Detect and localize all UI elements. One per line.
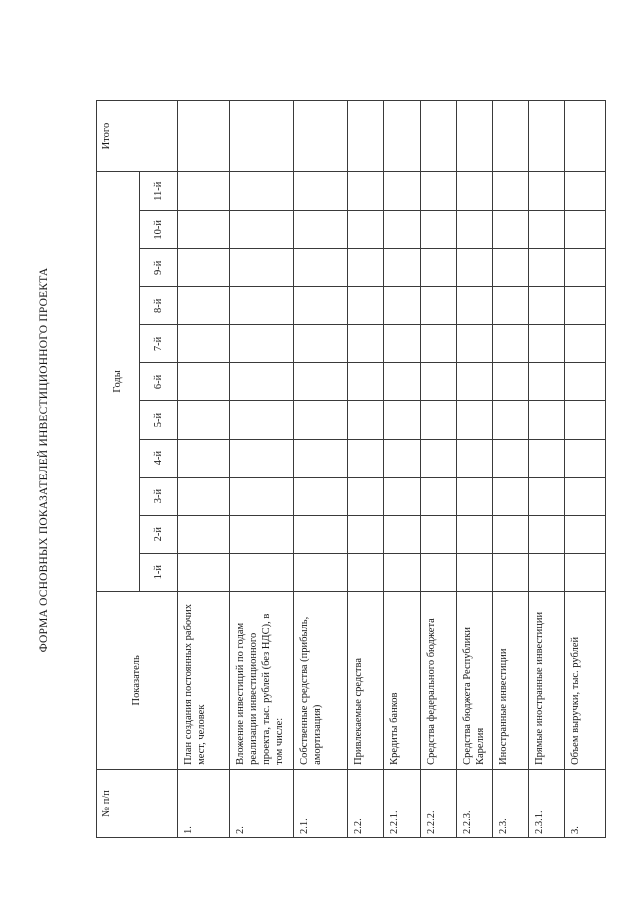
row-number: 2.3.1. [528, 769, 564, 837]
row-indicator: Вложение инвестиций по годам реализации инвестиционного проекта, тыс. рублей (без НДС), в том числе: [230, 591, 294, 769]
total-value-cell [492, 101, 528, 172]
year-value-cell [230, 477, 294, 515]
header-year: 9-й [140, 249, 178, 287]
year-value-cell [528, 211, 564, 249]
year-value-cell [564, 439, 605, 477]
year-value-cell [420, 325, 456, 363]
year-value-cell [384, 287, 420, 325]
year-value-cell [348, 477, 384, 515]
indicators-table [96, 100, 606, 838]
table-row [564, 101, 605, 838]
row-indicator: Средства бюджета Республики Карелия [456, 591, 492, 769]
year-value-cell [456, 287, 492, 325]
year-value-cell [294, 172, 348, 211]
table-row [528, 101, 564, 838]
header-year: 4-й [140, 439, 178, 477]
total-value-cell [294, 101, 348, 172]
table-row [230, 101, 294, 838]
year-value-cell [384, 401, 420, 439]
year-value-cell [348, 172, 384, 211]
year-value-cell [294, 477, 348, 515]
year-value-cell [348, 401, 384, 439]
year-value-cell [348, 325, 384, 363]
total-value-cell [230, 101, 294, 172]
year-value-cell [420, 211, 456, 249]
year-value-cell [348, 515, 384, 553]
table-row [456, 101, 492, 838]
year-value-cell [492, 401, 528, 439]
year-value-cell [230, 172, 294, 211]
header-year: 7-й [140, 325, 178, 363]
total-value-cell [528, 101, 564, 172]
year-value-cell [492, 477, 528, 515]
year-value-cell [528, 401, 564, 439]
year-value-cell [384, 553, 420, 591]
row-number: 2.2.1. [384, 769, 420, 837]
row-number: 3. [564, 769, 605, 837]
header-years-group: Годы [97, 172, 140, 592]
year-value-cell [384, 439, 420, 477]
row-number: 1. [178, 769, 230, 837]
table-row [492, 101, 528, 838]
year-value-cell [420, 401, 456, 439]
year-value-cell [420, 515, 456, 553]
row-indicator: План создания постоянных рабочих мест, человек [178, 591, 230, 769]
year-value-cell [564, 287, 605, 325]
year-value-cell [528, 477, 564, 515]
year-value-cell [230, 515, 294, 553]
year-value-cell [492, 287, 528, 325]
year-value-cell [230, 325, 294, 363]
year-value-cell [420, 249, 456, 287]
year-value-cell [528, 553, 564, 591]
year-value-cell [420, 477, 456, 515]
year-value-cell [456, 249, 492, 287]
year-value-cell [230, 363, 294, 401]
header-year: 1-й [140, 553, 178, 591]
year-value-cell [348, 553, 384, 591]
row-indicator: Объем выручки, тыс. рублей [564, 591, 605, 769]
year-value-cell [492, 172, 528, 211]
row-number: 2.2.2. [420, 769, 456, 837]
year-value-cell [294, 401, 348, 439]
row-indicator: Прямые иностранные инвестиции [528, 591, 564, 769]
header-year: 11-й [140, 172, 178, 211]
row-number: 2.2.3. [456, 769, 492, 837]
year-value-cell [492, 553, 528, 591]
year-value-cell [230, 287, 294, 325]
year-value-cell [384, 325, 420, 363]
row-number: 2.1. [294, 769, 348, 837]
row-indicator: Собственные средства (прибыль, амортизация) [294, 591, 348, 769]
year-value-cell [384, 515, 420, 553]
year-value-cell [178, 363, 230, 401]
year-value-cell [384, 172, 420, 211]
year-value-cell [528, 172, 564, 211]
header-year: 8-й [140, 287, 178, 325]
year-value-cell [492, 211, 528, 249]
year-value-cell [528, 325, 564, 363]
header-year: 6-й [140, 363, 178, 401]
year-value-cell [230, 439, 294, 477]
header-indicator: Показатель [97, 591, 178, 769]
total-value-cell [348, 101, 384, 172]
year-value-cell [294, 515, 348, 553]
year-value-cell [420, 439, 456, 477]
year-value-cell [564, 325, 605, 363]
year-value-cell [348, 249, 384, 287]
year-value-cell [564, 249, 605, 287]
year-value-cell [178, 287, 230, 325]
year-value-cell [294, 439, 348, 477]
row-number: 2.3. [492, 769, 528, 837]
year-value-cell [384, 211, 420, 249]
year-value-cell [564, 553, 605, 591]
year-value-cell [178, 325, 230, 363]
year-value-cell [384, 249, 420, 287]
row-indicator: Средства федерального бюджета [420, 591, 456, 769]
year-value-cell [348, 439, 384, 477]
year-value-cell [294, 287, 348, 325]
year-value-cell [348, 211, 384, 249]
year-value-cell [564, 211, 605, 249]
year-value-cell [178, 211, 230, 249]
year-value-cell [564, 401, 605, 439]
header-number: № п/п [97, 769, 178, 837]
header-year: 5-й [140, 401, 178, 439]
year-value-cell [384, 477, 420, 515]
year-value-cell [294, 211, 348, 249]
year-value-cell [528, 287, 564, 325]
year-value-cell [178, 515, 230, 553]
year-value-cell [178, 477, 230, 515]
year-value-cell [528, 439, 564, 477]
year-value-cell [528, 249, 564, 287]
year-value-cell [230, 211, 294, 249]
row-indicator: Привлекаемые средства [348, 591, 384, 769]
year-value-cell [456, 363, 492, 401]
year-value-cell [384, 363, 420, 401]
total-value-cell [178, 101, 230, 172]
header-total: Итого [97, 101, 178, 172]
table-row [294, 101, 348, 838]
year-value-cell [456, 172, 492, 211]
year-value-cell [456, 553, 492, 591]
year-value-cell [178, 249, 230, 287]
total-value-cell [420, 101, 456, 172]
document-title-text: ФОРМА ОСНОВНЫХ ПОКАЗАТЕЛЕЙ ИНВЕСТИЦИОННОГО ПРОЕКТА [38, 267, 50, 653]
year-value-cell [294, 325, 348, 363]
row-number: 2.2. [348, 769, 384, 837]
year-value-cell [420, 363, 456, 401]
table-row [178, 101, 230, 838]
year-value-cell [528, 363, 564, 401]
year-value-cell [294, 553, 348, 591]
header-year: 2-й [140, 515, 178, 553]
year-value-cell [230, 401, 294, 439]
indicators-table-container [96, 100, 606, 838]
header-year: 10-й [140, 211, 178, 249]
year-value-cell [348, 363, 384, 401]
year-value-cell [564, 515, 605, 553]
year-value-cell [178, 401, 230, 439]
year-value-cell [528, 515, 564, 553]
year-value-cell [178, 439, 230, 477]
year-value-cell [492, 325, 528, 363]
year-value-cell [492, 363, 528, 401]
year-value-cell [492, 439, 528, 477]
year-value-cell [178, 553, 230, 591]
year-value-cell [456, 439, 492, 477]
table-row [420, 101, 456, 838]
table-row [384, 101, 420, 838]
year-value-cell [178, 172, 230, 211]
year-value-cell [230, 553, 294, 591]
total-value-cell [456, 101, 492, 172]
year-value-cell [456, 401, 492, 439]
year-value-cell [456, 211, 492, 249]
total-value-cell [564, 101, 605, 172]
year-value-cell [456, 477, 492, 515]
year-value-cell [456, 515, 492, 553]
year-value-cell [564, 477, 605, 515]
year-value-cell [420, 553, 456, 591]
year-value-cell [492, 249, 528, 287]
year-value-cell [348, 287, 384, 325]
year-value-cell [230, 249, 294, 287]
year-value-cell [564, 363, 605, 401]
row-indicator: Кредиты банков [384, 591, 420, 769]
year-value-cell [456, 325, 492, 363]
year-value-cell [294, 363, 348, 401]
row-indicator: Иностранные инвестиции [492, 591, 528, 769]
year-value-cell [420, 287, 456, 325]
year-value-cell [492, 515, 528, 553]
year-value-cell [294, 249, 348, 287]
header-year: 3-й [140, 477, 178, 515]
year-value-cell [420, 172, 456, 211]
table-row [348, 101, 384, 838]
row-number: 2. [230, 769, 294, 837]
year-value-cell [564, 172, 605, 211]
total-value-cell [384, 101, 420, 172]
